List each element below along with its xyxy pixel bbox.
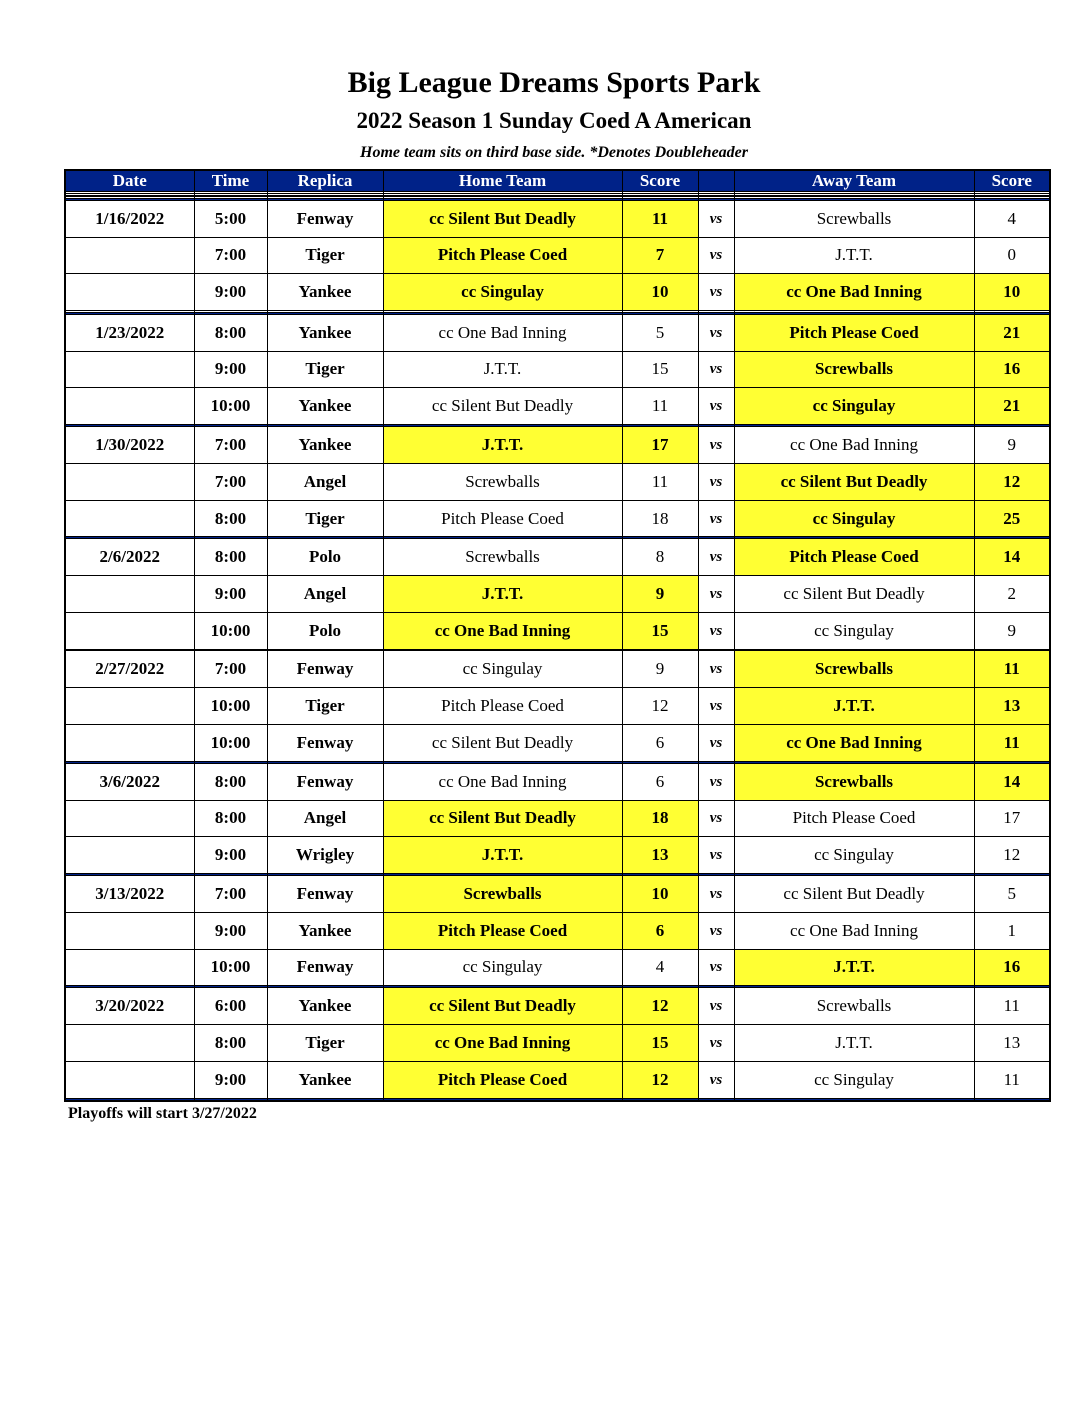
vs-cell: vs — [698, 200, 734, 237]
game-row — [65, 576, 1050, 613]
vs-cell: vs — [698, 651, 734, 688]
date-cell: 1/30/2022 — [65, 426, 194, 463]
date-cell — [65, 576, 194, 613]
home-score-cell: 11 — [622, 200, 698, 237]
column-header-date: Date — [65, 170, 194, 192]
home-score-cell: 7 — [622, 237, 698, 274]
date-cell: 3/13/2022 — [65, 875, 194, 912]
away-team-cell: Pitch Please Coed — [734, 539, 974, 576]
page-note: Home team sits on third base side. *Denotes Doubleheader — [360, 144, 748, 161]
replica-cell: Tiger — [267, 1024, 383, 1061]
home-team-cell: Pitch Please Coed — [383, 912, 622, 949]
vs-cell: vs — [698, 1024, 734, 1061]
game-row — [65, 875, 1050, 912]
home-team-cell: cc Silent But Deadly — [383, 200, 622, 237]
home-team-cell: cc Silent But Deadly — [383, 388, 622, 425]
date-cell — [65, 463, 194, 500]
vs-cell: vs — [698, 688, 734, 725]
home-team-cell: Pitch Please Coed — [383, 1061, 622, 1098]
home-score-cell: 8 — [622, 539, 698, 576]
home-score-cell: 9 — [622, 576, 698, 613]
time-cell: 8:00 — [194, 763, 267, 800]
home-score-cell: 10 — [622, 875, 698, 912]
away-team-cell: cc Silent But Deadly — [734, 463, 974, 500]
away-score-cell: 4 — [974, 200, 1050, 237]
game-row — [65, 426, 1050, 463]
home-score-cell: 5 — [622, 314, 698, 351]
separator-cell — [194, 1098, 267, 1101]
game-row — [65, 351, 1050, 388]
column-header-replica: Replica — [267, 170, 383, 192]
away-score-cell: 1 — [974, 912, 1050, 949]
away-team-cell: cc One Bad Inning — [734, 725, 974, 762]
replica-cell: Yankee — [267, 274, 383, 311]
page-title: Big League Dreams Sports Park — [347, 66, 761, 99]
home-team-cell: Screwballs — [383, 463, 622, 500]
date-cell — [65, 274, 194, 311]
vs-cell: vs — [698, 837, 734, 874]
game-row — [65, 539, 1050, 576]
column-header-vs — [698, 170, 734, 192]
home-score-cell: 11 — [622, 388, 698, 425]
separator-cell — [622, 1098, 698, 1101]
away-score-cell: 13 — [974, 1024, 1050, 1061]
time-cell: 10:00 — [194, 725, 267, 762]
home-team-cell: J.T.T. — [383, 837, 622, 874]
time-cell: 7:00 — [194, 875, 267, 912]
away-score-cell: 12 — [974, 837, 1050, 874]
date-cell — [65, 500, 194, 537]
home-score-cell: 10 — [622, 274, 698, 311]
date-cell — [65, 237, 194, 274]
date-cell: 1/23/2022 — [65, 314, 194, 351]
vs-cell: vs — [698, 463, 734, 500]
time-cell: 9:00 — [194, 837, 267, 874]
home-score-cell: 15 — [622, 1024, 698, 1061]
away-team-cell: cc Singulay — [734, 612, 974, 649]
separator-cell — [974, 1098, 1050, 1101]
vs-cell: vs — [698, 351, 734, 388]
away-score-cell: 13 — [974, 688, 1050, 725]
home-score-cell: 15 — [622, 351, 698, 388]
replica-cell: Fenway — [267, 763, 383, 800]
column-header-home-score: Score — [622, 170, 698, 192]
away-team-cell: cc Silent But Deadly — [734, 875, 974, 912]
time-cell: 7:00 — [194, 463, 267, 500]
time-cell: 10:00 — [194, 949, 267, 986]
replica-cell: Tiger — [267, 351, 383, 388]
away-score-cell: 11 — [974, 988, 1050, 1025]
date-cell — [65, 800, 194, 837]
replica-cell: Yankee — [267, 388, 383, 425]
date-cell: 2/6/2022 — [65, 539, 194, 576]
replica-cell: Fenway — [267, 651, 383, 688]
time-cell: 7:00 — [194, 426, 267, 463]
game-row — [65, 237, 1050, 274]
home-score-cell: 17 — [622, 426, 698, 463]
replica-cell: Wrigley — [267, 837, 383, 874]
vs-cell: vs — [698, 875, 734, 912]
separator-row — [65, 1098, 1050, 1101]
away-team-cell: Screwballs — [734, 200, 974, 237]
time-cell: 6:00 — [194, 988, 267, 1025]
table-header-row — [65, 170, 1050, 192]
replica-cell: Yankee — [267, 1061, 383, 1098]
date-cell — [65, 388, 194, 425]
vs-cell: vs — [698, 539, 734, 576]
game-row — [65, 949, 1050, 986]
away-score-cell: 12 — [974, 463, 1050, 500]
vs-cell: vs — [698, 800, 734, 837]
separator-cell — [267, 1098, 383, 1101]
vs-cell: vs — [698, 314, 734, 351]
game-row — [65, 651, 1050, 688]
away-score-cell: 17 — [974, 800, 1050, 837]
time-cell: 8:00 — [194, 800, 267, 837]
home-team-cell: cc One Bad Inning — [383, 314, 622, 351]
home-score-cell: 4 — [622, 949, 698, 986]
game-row — [65, 463, 1050, 500]
game-row — [65, 274, 1050, 311]
away-team-cell: Pitch Please Coed — [734, 314, 974, 351]
date-cell: 1/16/2022 — [65, 200, 194, 237]
home-score-cell: 9 — [622, 651, 698, 688]
away-team-cell: cc Silent But Deadly — [734, 576, 974, 613]
home-team-cell: Screwballs — [383, 875, 622, 912]
time-cell: 9:00 — [194, 576, 267, 613]
game-row — [65, 988, 1050, 1025]
replica-cell: Yankee — [267, 912, 383, 949]
replica-cell: Angel — [267, 463, 383, 500]
schedule-table — [64, 169, 1051, 1102]
away-team-cell: cc Singulay — [734, 837, 974, 874]
away-score-cell: 25 — [974, 500, 1050, 537]
home-team-cell: cc One Bad Inning — [383, 763, 622, 800]
game-row — [65, 500, 1050, 537]
home-score-cell: 6 — [622, 763, 698, 800]
replica-cell: Yankee — [267, 314, 383, 351]
away-team-cell: cc Singulay — [734, 500, 974, 537]
replica-cell: Angel — [267, 576, 383, 613]
home-team-cell: cc Silent But Deadly — [383, 800, 622, 837]
vs-cell: vs — [698, 388, 734, 425]
date-cell — [65, 1061, 194, 1098]
away-team-cell: cc One Bad Inning — [734, 426, 974, 463]
vs-cell: vs — [698, 912, 734, 949]
replica-cell: Tiger — [267, 500, 383, 537]
home-team-cell: Pitch Please Coed — [383, 688, 622, 725]
game-row — [65, 314, 1050, 351]
time-cell: 8:00 — [194, 500, 267, 537]
away-team-cell: J.T.T. — [734, 237, 974, 274]
separator-cell — [65, 1098, 194, 1101]
game-row — [65, 688, 1050, 725]
away-score-cell: 9 — [974, 426, 1050, 463]
replica-cell: Tiger — [267, 237, 383, 274]
game-row — [65, 388, 1050, 425]
time-cell: 8:00 — [194, 314, 267, 351]
date-cell — [65, 1024, 194, 1061]
home-score-cell: 12 — [622, 988, 698, 1025]
vs-cell: vs — [698, 612, 734, 649]
away-team-cell: cc One Bad Inning — [734, 912, 974, 949]
vs-cell: vs — [698, 576, 734, 613]
date-cell: 3/20/2022 — [65, 988, 194, 1025]
home-team-cell: J.T.T. — [383, 426, 622, 463]
home-team-cell: Screwballs — [383, 539, 622, 576]
away-team-cell: J.T.T. — [734, 688, 974, 725]
vs-cell: vs — [698, 1061, 734, 1098]
game-row — [65, 1061, 1050, 1098]
away-score-cell: 16 — [974, 351, 1050, 388]
game-row — [65, 837, 1050, 874]
home-team-cell: J.T.T. — [383, 576, 622, 613]
column-header-time: Time — [194, 170, 267, 192]
home-team-cell: cc Singulay — [383, 274, 622, 311]
time-cell: 9:00 — [194, 912, 267, 949]
game-row — [65, 725, 1050, 762]
home-score-cell: 6 — [622, 725, 698, 762]
home-team-cell: J.T.T. — [383, 351, 622, 388]
replica-cell: Polo — [267, 539, 383, 576]
replica-cell: Yankee — [267, 426, 383, 463]
home-team-cell: Pitch Please Coed — [383, 237, 622, 274]
date-cell — [65, 725, 194, 762]
away-team-cell: Screwballs — [734, 351, 974, 388]
game-row — [65, 763, 1050, 800]
away-score-cell: 14 — [974, 763, 1050, 800]
time-cell: 9:00 — [194, 1061, 267, 1098]
game-row — [65, 1024, 1050, 1061]
home-score-cell: 13 — [622, 837, 698, 874]
away-score-cell: 14 — [974, 539, 1050, 576]
time-cell: 9:00 — [194, 274, 267, 311]
time-cell: 10:00 — [194, 612, 267, 649]
replica-cell: Fenway — [267, 725, 383, 762]
away-team-cell: cc Singulay — [734, 1061, 974, 1098]
time-cell: 8:00 — [194, 1024, 267, 1061]
home-score-cell: 11 — [622, 463, 698, 500]
date-cell — [65, 351, 194, 388]
vs-cell: vs — [698, 763, 734, 800]
game-row — [65, 200, 1050, 237]
away-score-cell: 5 — [974, 875, 1050, 912]
date-cell — [65, 837, 194, 874]
separator-cell — [698, 1098, 734, 1101]
date-cell — [65, 949, 194, 986]
replica-cell: Angel — [267, 800, 383, 837]
vs-cell: vs — [698, 237, 734, 274]
replica-cell: Tiger — [267, 688, 383, 725]
date-cell: 3/6/2022 — [65, 763, 194, 800]
away-score-cell: 16 — [974, 949, 1050, 986]
home-score-cell: 12 — [622, 688, 698, 725]
home-score-cell: 18 — [622, 500, 698, 537]
away-score-cell: 21 — [974, 388, 1050, 425]
home-team-cell: cc Singulay — [383, 651, 622, 688]
replica-cell: Fenway — [267, 875, 383, 912]
game-row — [65, 612, 1050, 649]
away-team-cell: cc One Bad Inning — [734, 274, 974, 311]
column-header-home-team: Home Team — [383, 170, 622, 192]
away-score-cell: 11 — [974, 725, 1050, 762]
away-score-cell: 2 — [974, 576, 1050, 613]
page-subtitle: 2022 Season 1 Sunday Coed A American — [356, 108, 752, 133]
time-cell: 10:00 — [194, 388, 267, 425]
time-cell: 5:00 — [194, 200, 267, 237]
date-cell: 2/27/2022 — [65, 651, 194, 688]
away-score-cell: 21 — [974, 314, 1050, 351]
separator-cell — [734, 1098, 974, 1101]
replica-cell: Fenway — [267, 200, 383, 237]
replica-cell: Polo — [267, 612, 383, 649]
home-score-cell: 15 — [622, 612, 698, 649]
away-team-cell: Pitch Please Coed — [734, 800, 974, 837]
away-score-cell: 11 — [974, 651, 1050, 688]
away-score-cell: 9 — [974, 612, 1050, 649]
vs-cell: vs — [698, 988, 734, 1025]
time-cell: 7:00 — [194, 237, 267, 274]
column-header-away-team: Away Team — [734, 170, 974, 192]
game-row — [65, 800, 1050, 837]
home-team-cell: cc Silent But Deadly — [383, 725, 622, 762]
date-cell — [65, 912, 194, 949]
time-cell: 9:00 — [194, 351, 267, 388]
away-team-cell: Screwballs — [734, 988, 974, 1025]
home-team-cell: cc Silent But Deadly — [383, 988, 622, 1025]
column-header-away-score: Score — [974, 170, 1050, 192]
date-cell — [65, 688, 194, 725]
vs-cell: vs — [698, 426, 734, 463]
away-team-cell: cc Singulay — [734, 388, 974, 425]
time-cell: 7:00 — [194, 651, 267, 688]
home-score-cell: 12 — [622, 1061, 698, 1098]
replica-cell: Fenway — [267, 949, 383, 986]
away-team-cell: Screwballs — [734, 651, 974, 688]
vs-cell: vs — [698, 725, 734, 762]
time-cell: 8:00 — [194, 539, 267, 576]
vs-cell: vs — [698, 500, 734, 537]
date-cell — [65, 612, 194, 649]
away-score-cell: 11 — [974, 1061, 1050, 1098]
home-team-cell: cc Singulay — [383, 949, 622, 986]
replica-cell: Yankee — [267, 988, 383, 1025]
home-score-cell: 18 — [622, 800, 698, 837]
separator-cell — [383, 1098, 622, 1101]
home-score-cell: 6 — [622, 912, 698, 949]
time-cell: 10:00 — [194, 688, 267, 725]
vs-cell: vs — [698, 949, 734, 986]
vs-cell: vs — [698, 274, 734, 311]
away-score-cell: 10 — [974, 274, 1050, 311]
away-team-cell: J.T.T. — [734, 949, 974, 986]
game-row — [65, 912, 1050, 949]
playoffs-note: Playoffs will start 3/27/2022 — [68, 1105, 257, 1122]
home-team-cell: cc One Bad Inning — [383, 612, 622, 649]
away-score-cell: 0 — [974, 237, 1050, 274]
home-team-cell: Pitch Please Coed — [383, 500, 622, 537]
away-team-cell: J.T.T. — [734, 1024, 974, 1061]
home-team-cell: cc One Bad Inning — [383, 1024, 622, 1061]
away-team-cell: Screwballs — [734, 763, 974, 800]
